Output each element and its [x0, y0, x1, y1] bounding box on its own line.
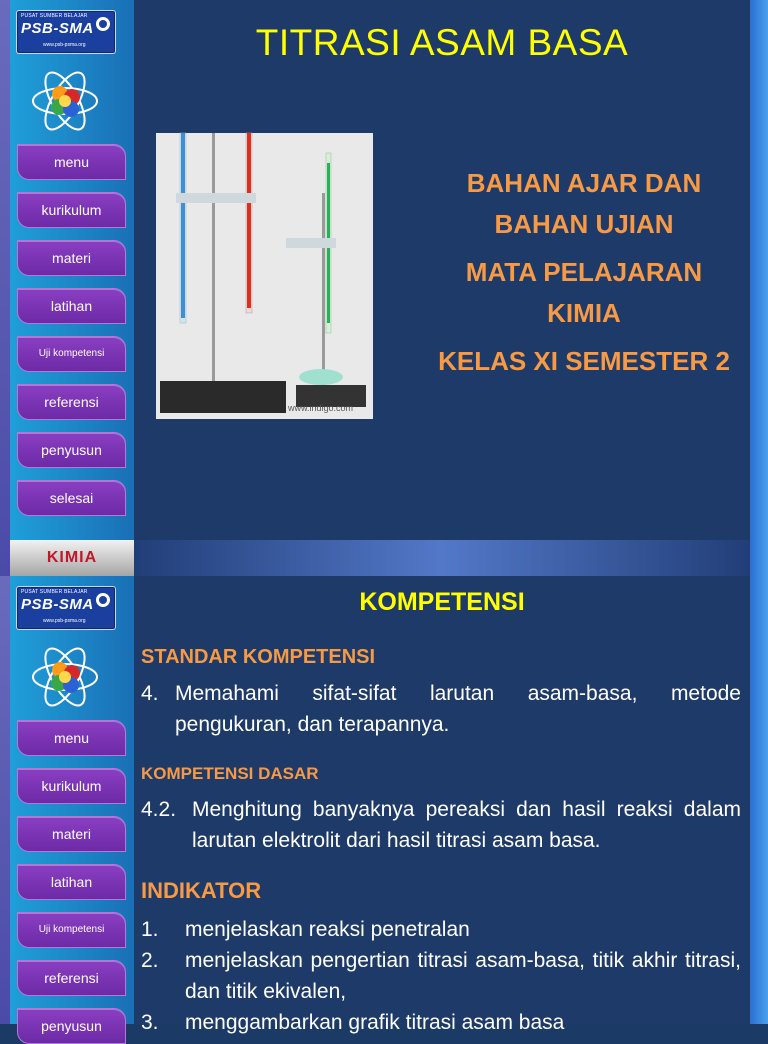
- left-accent-strip: [0, 576, 10, 1024]
- nav-materi-button[interactable]: materi: [17, 816, 126, 852]
- material-line-4: KIMIA: [547, 298, 621, 328]
- standar-heading: STANDAR KOMPETENSI: [141, 646, 376, 668]
- nav-menu-button[interactable]: menu: [17, 720, 126, 756]
- nav-referensi-button[interactable]: referensi: [17, 384, 126, 420]
- photo-caption: www.indigo.com: [288, 403, 354, 413]
- atom-icon: [30, 66, 100, 136]
- seal-icon: [95, 16, 111, 32]
- seal-icon: [95, 592, 111, 608]
- nav-kurikulum-button[interactable]: kurikulum: [17, 192, 126, 228]
- standar-text: Memahami sifat-sifat larutan asam-basa, metode pengukuran, dan terapannya.: [175, 682, 741, 736]
- indikator-item: [141, 914, 741, 945]
- indikator-number: 2.: [141, 949, 159, 972]
- material-line-5: KELAS XI SEMESTER 2: [438, 346, 730, 376]
- indikator-text: menggambarkan grafik titrasi asam basa: [185, 1011, 565, 1034]
- subject-label: KIMIA: [46, 549, 98, 566]
- atom-icon: [30, 642, 100, 712]
- nav-materi-button[interactable]: materi: [17, 240, 126, 276]
- dasar-item: [141, 794, 741, 856]
- indikator-text: menjelaskan pengertian titrasi asam-basa, titik akhir titrasi, dan titik ekivalen,: [185, 949, 741, 1003]
- nav-referensi-button[interactable]: referensi: [17, 960, 126, 996]
- dasar-text: Menghitung banyaknya pereaksi dan hasil reaksi dalam larutan elektrolit dari hasil titrasi asam basa.: [192, 798, 741, 852]
- nav-uji-kompetensi-button[interactable]: Uji kompetensi: [17, 912, 126, 948]
- logo-text: PSB-SMA: [21, 596, 94, 613]
- indikator-item: [141, 1007, 741, 1038]
- slide-title-text: TITRASI ASAM BASA: [255, 22, 629, 63]
- logo-url: www.psb-psma.org: [43, 42, 86, 48]
- logo-url: www.psb-psma.org: [43, 618, 86, 624]
- indikator-heading: INDIKATOR: [141, 878, 262, 903]
- nav-uji-kompetensi-button[interactable]: Uji kompetensi: [17, 336, 126, 372]
- dasar-heading: KOMPETENSI DASAR: [141, 764, 319, 783]
- bottom-band: [134, 540, 750, 576]
- nav-kurikulum-button[interactable]: kurikulum: [17, 768, 126, 804]
- nav-latihan-button[interactable]: latihan: [17, 288, 126, 324]
- slide-kompetensi: [0, 576, 768, 1034]
- standar-number: 4.: [141, 682, 159, 705]
- nav-menu-button[interactable]: menu: [17, 144, 126, 180]
- indikator-number: 1.: [141, 918, 159, 941]
- subject-label-bar: [10, 540, 134, 576]
- material-line-1: BAHAN AJAR DAN: [466, 168, 702, 198]
- dasar-number: 4.2.: [141, 798, 177, 821]
- standar-item: [141, 678, 741, 740]
- material-info: [404, 163, 764, 382]
- titration-photo: [156, 133, 373, 419]
- nav-latihan-button[interactable]: latihan: [17, 864, 126, 900]
- nav-selesai-button[interactable]: selesai: [17, 480, 126, 516]
- nav-penyusun-button[interactable]: penyusun: [17, 432, 126, 468]
- left-accent-strip: [0, 0, 10, 576]
- psb-sma-logo: [16, 586, 116, 630]
- indikator-list: [141, 914, 741, 1038]
- psb-sma-logo: [16, 10, 116, 54]
- right-accent-strip: [750, 576, 768, 1024]
- logo-text: PSB-SMA: [21, 20, 94, 37]
- material-line-2: BAHAN UJIAN: [494, 209, 674, 239]
- logo-top-text: PUSAT SUMBER BELAJAR: [21, 589, 88, 595]
- indikator-number: 3.: [141, 1011, 159, 1034]
- indikator-text: menjelaskan reaksi penetralan: [185, 918, 470, 941]
- nav-penyusun-button[interactable]: penyusun: [17, 1008, 126, 1044]
- indikator-item: [141, 945, 741, 1007]
- logo-top-text: PUSAT SUMBER BELAJAR: [21, 13, 88, 19]
- slide-title-text: KOMPETENSI: [359, 588, 525, 616]
- material-line-3: MATA PELAJARAN: [465, 257, 703, 287]
